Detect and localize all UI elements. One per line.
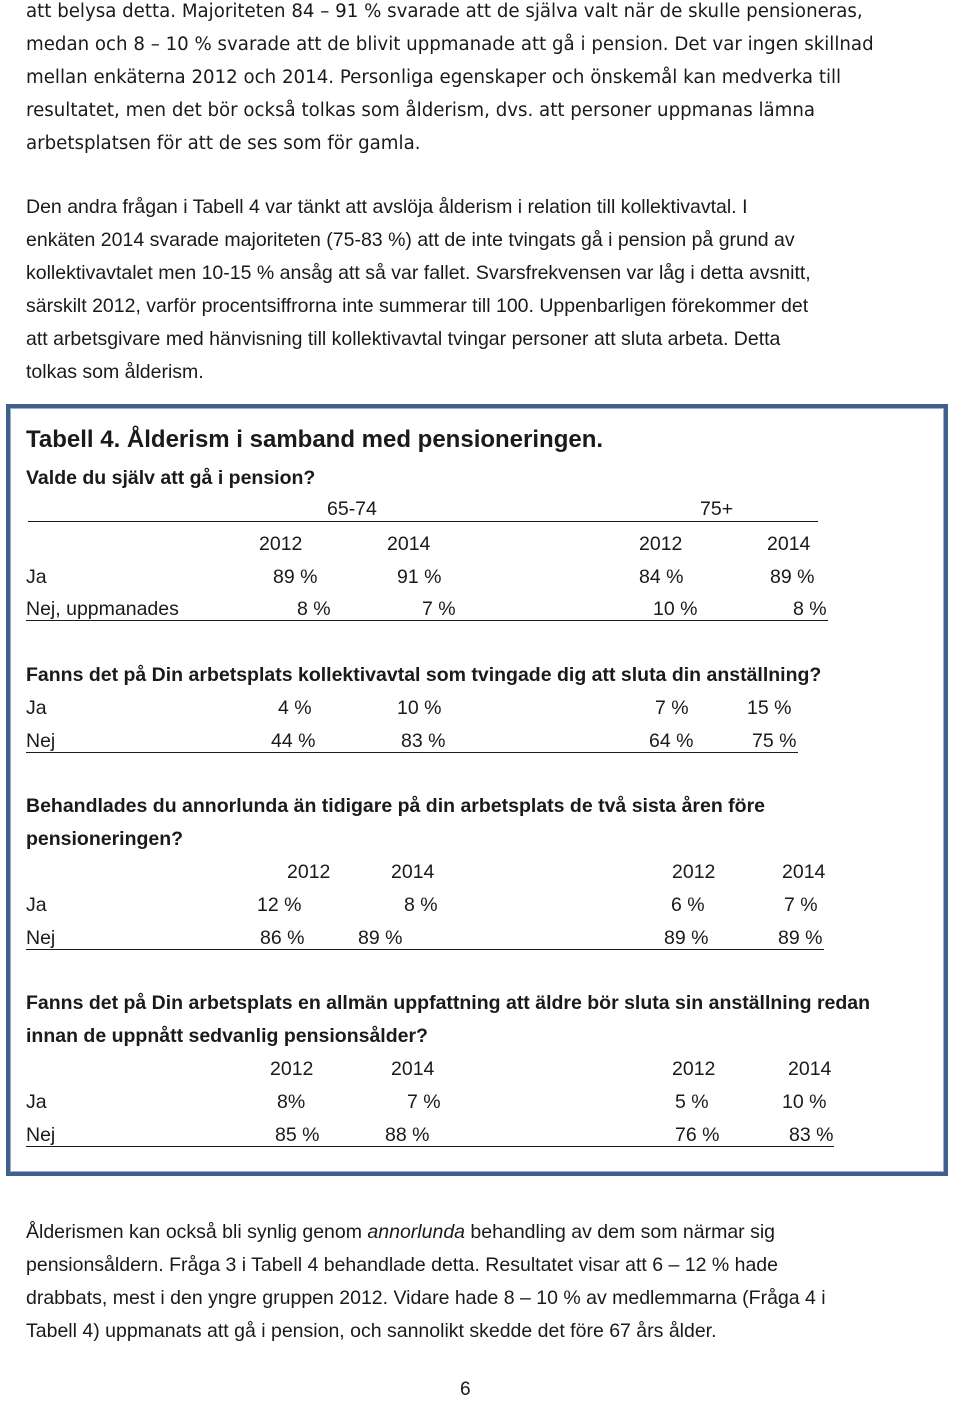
- paragraph-line: Den andra frågan i Tabell 4 var tänkt att avslöja ålderism i relation till kollektivavtal. I: [26, 196, 748, 218]
- table-cell: 75 %: [752, 730, 797, 752]
- paragraph-line: tolkas som ålderism.: [26, 361, 204, 383]
- paragraph-line: särskilt 2012, varför procentsiffrorna inte summerar till 100. Uppenbarligen förekommer det: [26, 295, 809, 317]
- table-cell: 12 %: [257, 894, 302, 916]
- paragraph-line: mellan enkäterna 2012 och 2014. Personliga egenskaper och önskemål kan medverka till: [26, 67, 842, 88]
- emphasis: annorlunda: [367, 1221, 466, 1243]
- paragraph-line: pensionsåldern. Fråga 3 i Tabell 4 behandlade detta. Resultatet visar att 6 – 12 % hade: [26, 1254, 778, 1276]
- year-header: 2014: [387, 533, 431, 555]
- table-cell: 44 %: [271, 730, 316, 752]
- table-title: Tabell 4. Ålderism i samband med pensioneringen.: [26, 426, 604, 453]
- page-number: 6: [460, 1379, 471, 1400]
- table-cell: 86 %: [260, 927, 305, 949]
- table-cell: 8%: [277, 1091, 306, 1113]
- year-header: 2014: [782, 861, 826, 883]
- table-cell: 89 %: [358, 927, 403, 949]
- year-header: 2014: [391, 1058, 435, 1080]
- question-3-cont: pensioneringen?: [26, 828, 184, 850]
- year-header: 2012: [270, 1058, 314, 1080]
- table-cell: 7 %: [784, 894, 818, 916]
- paragraph-line: att arbetsgivare med hänvisning till kollektivavtal tvingar personer att sluta arbeta. Detta: [26, 328, 781, 350]
- table-cell: 89 %: [770, 566, 815, 588]
- table-cell: 7 %: [407, 1091, 441, 1113]
- paragraph-line: medan och 8 – 10 % svarade att de blivit uppmanade att gå i pension. Det var ingen skillnad: [26, 34, 874, 55]
- year-header: 2012: [639, 533, 683, 555]
- table-cell: 83 %: [401, 730, 446, 752]
- paragraph-line: enkäten 2014 svarade majoriteten (75-83 %) att de inte tvingats gå i pension på grund av: [26, 229, 795, 251]
- paragraph-line: Tabell 4) uppmanats att gå i pension, och sannolikt skedde det före 67 års ålder.: [26, 1320, 717, 1342]
- section-rule: [26, 949, 824, 950]
- table-cell: 85 %: [275, 1124, 320, 1146]
- year-header: 2014: [788, 1058, 832, 1080]
- paragraph-line: att belysa detta. Majoriteten 84 – 91 % svarade att de själva valt när de skulle pensioneras,: [26, 1, 863, 22]
- table-cell: 4 %: [278, 697, 312, 719]
- table-cell: 91 %: [397, 566, 442, 588]
- paragraph-line: kollektivavtalet men 10-15 % ansåg att så var fallet. Svarsfrekvensen var låg i detta avsnitt,: [26, 262, 811, 284]
- table-cell: 84 %: [639, 566, 684, 588]
- table-cell: 8 %: [404, 894, 438, 916]
- section-rule: [26, 620, 828, 621]
- table-cell: 83 %: [789, 1124, 834, 1146]
- section-rule: [26, 752, 798, 753]
- row-label: Ja: [26, 894, 47, 916]
- year-header: 2014: [767, 533, 811, 555]
- row-label: Nej, uppmanades: [26, 598, 179, 620]
- row-label: Ja: [26, 1091, 47, 1113]
- year-header: 2012: [672, 1058, 716, 1080]
- year-header: 2012: [672, 861, 716, 883]
- row-label: Nej: [26, 730, 56, 752]
- question-1: Valde du själv att gå i pension?: [26, 467, 316, 489]
- row-label: Ja: [26, 566, 47, 588]
- year-header: 2012: [259, 533, 303, 555]
- table-cell: 10 %: [397, 697, 442, 719]
- table-cell: 10 %: [782, 1091, 827, 1113]
- table-cell: 89 %: [273, 566, 318, 588]
- table-cell: 64 %: [649, 730, 694, 752]
- conclusion-paragraph: [26, 1216, 938, 1348]
- paragraph-line: Ålderismen kan också bli synlig genom annorlunda behandling av dem som närmar sig: [26, 1221, 776, 1243]
- table-cell: 76 %: [675, 1124, 720, 1146]
- year-header: 2012: [287, 861, 331, 883]
- table-cell: 15 %: [747, 697, 792, 719]
- question-3: Behandlades du annorlunda än tidigare på din arbetsplats de två sista åren före: [26, 795, 766, 817]
- header-rule: [28, 521, 818, 522]
- table-cell: 89 %: [778, 927, 823, 949]
- age-group-65-74: 65-74: [327, 498, 377, 520]
- section-rule: [26, 1146, 834, 1147]
- table-cell: 6 %: [671, 894, 705, 916]
- question-2: Fanns det på Din arbetsplats kollektivavtal som tvingade dig att sluta din anställning?: [26, 664, 822, 686]
- paragraph-line: resultatet, men det bör också tolkas som ålderism, dvs. att personer uppmanas lämna: [26, 100, 816, 121]
- paragraph-line: arbetsplatsen för att de ses som för gamla.: [26, 133, 421, 154]
- intro-paragraph: [26, 0, 938, 160]
- table-cell: 7 %: [422, 598, 456, 620]
- question-4-cont: innan de uppnått sedvanlig pensionsålder?: [26, 1025, 428, 1047]
- row-label: Nej: [26, 1124, 56, 1146]
- table-cell: 5 %: [675, 1091, 709, 1113]
- paragraph-line: drabbats, mest i den yngre gruppen 2012. Vidare hade 8 – 10 % av medlemmarna (Fråga 4 i: [26, 1287, 826, 1309]
- row-label: Ja: [26, 697, 47, 719]
- table-cell: 88 %: [385, 1124, 430, 1146]
- question-4: Fanns det på Din arbetsplats en allmän uppfattning att äldre bör sluta sin anställning redan: [26, 992, 871, 1014]
- table-cell: 10 %: [653, 598, 698, 620]
- row-label: Nej: [26, 927, 56, 949]
- table-cell: 89 %: [664, 927, 709, 949]
- analysis-paragraph: [26, 191, 938, 389]
- year-header: 2014: [391, 861, 435, 883]
- table-cell: 8 %: [793, 598, 827, 620]
- table-cell: 7 %: [655, 697, 689, 719]
- age-group-75-plus: 75+: [700, 498, 734, 520]
- table-cell: 8 %: [297, 598, 331, 620]
